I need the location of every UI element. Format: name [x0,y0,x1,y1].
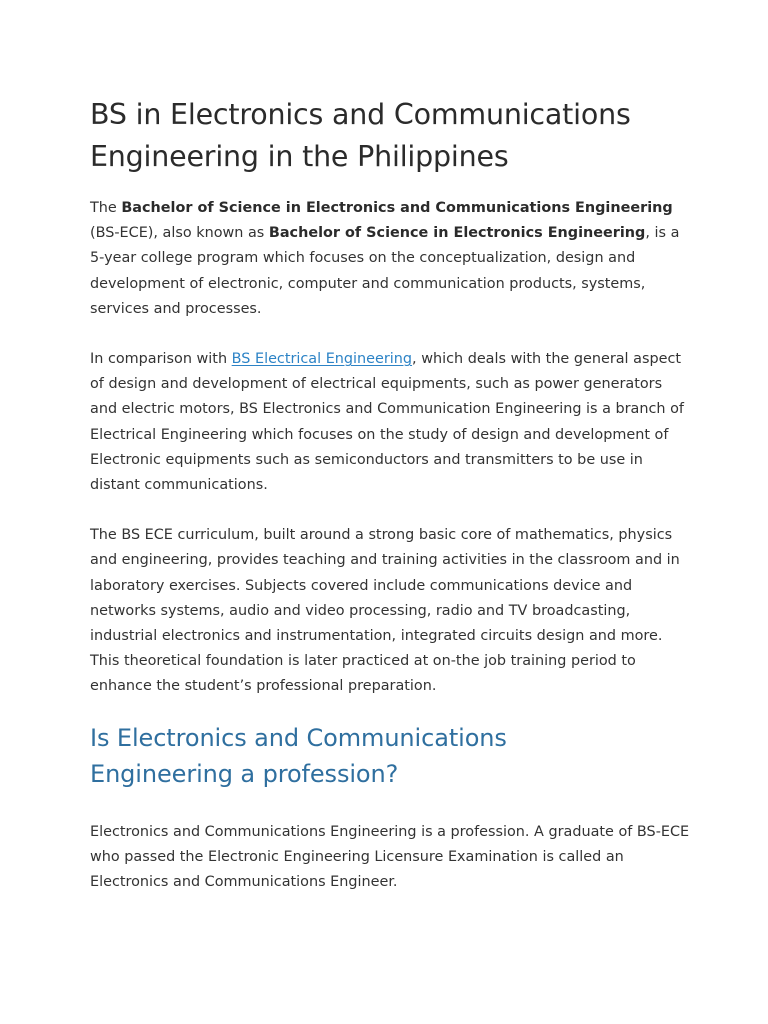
comparison-text-after: , which deals with the general aspect of design and development of electrical equipments, such as power generators and electric motors, BS Electronics and Communication Engineering is a branch of Electrical Engineering which focuses on the study of design and development of Electronic equipments such as semiconductors and transmitters to be use in distant communications. [90,351,684,494]
intro-paragraph [90,196,690,322]
curriculum-paragraph: The BS ECE curriculum, built around a strong basic core of mathematics, physics and engineering, provides teaching and training activities in the classroom and in laboratory exercises. Subjects covered include communications device and networks systems, audio and video processing, radio and TV broadcasting, industrial electronics and instrumentation, integrated circuits design and more. This theoretical foundation is later practiced at on-the job training period to enhance the student’s professional preparation. [90,527,680,695]
electrical-engineering-link[interactable]: BS Electrical Engineering [231,351,413,368]
comparison-paragraph [90,347,690,498]
page-title-line-2: Engineering in the Philippines [90,140,509,173]
section-heading [90,720,690,792]
page-title [90,94,690,178]
comparison-text-before: In comparison with [90,351,232,368]
section-heading-line-1: Is Electronics and Communications [90,723,507,752]
profession-paragraph: Electronics and Communications Engineering is a profession. A graduate of BS-ECE who passed the Electronic Engineering Licensure Examination is called an Electronics and Communications Engineer. [90,823,690,891]
article [90,94,690,895]
intro-text-1: The [90,200,122,216]
intro-text-3: , is a 5-year college program which focuses on the conceptualization, design and development of electronic, computer and communication products, systems, services and processes. [90,225,680,317]
intro-text-2: (BS-ECE), also known as [90,225,269,242]
intro-bold-alt-name: Bachelor of Science in Electronics Engineering [268,225,646,242]
page-title-line-1: BS in Electronics and Communications [90,98,631,131]
intro-bold-program-name: Bachelor of Science in Electronics and Communications Engineering [121,200,673,216]
section-heading-line-2: Engineering a profession? [90,759,399,788]
